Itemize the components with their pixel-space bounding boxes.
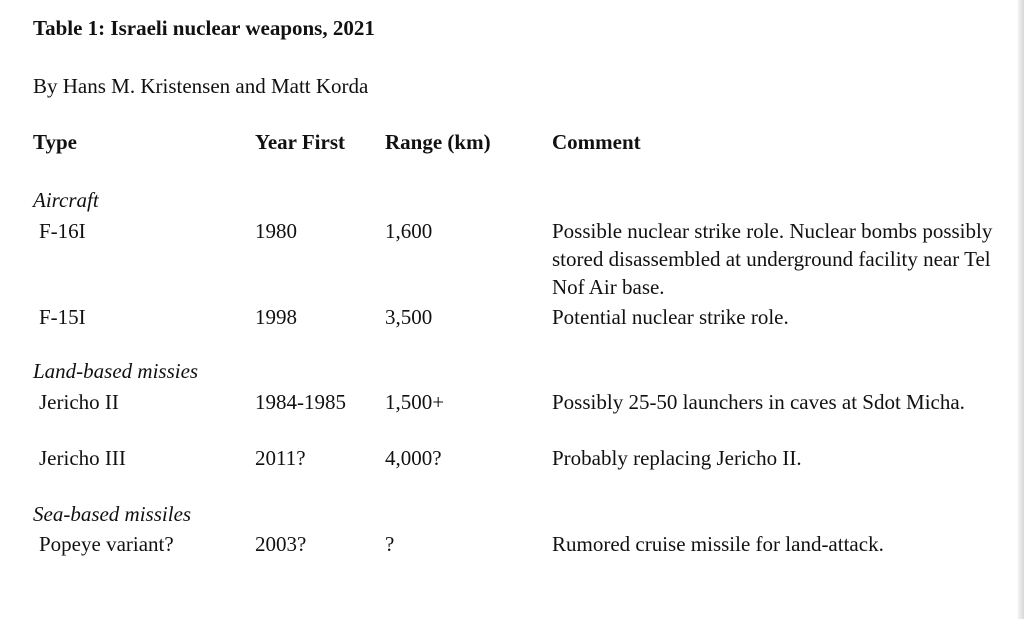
- cell-year: 2003?: [255, 532, 307, 556]
- header-range: Range (km): [385, 130, 491, 154]
- cell-type: F-16I: [39, 219, 86, 243]
- cell-comment: Possible nuclear strike role. Nuclear bombs possibly stored disassembled at underground facility near Tel Nof Air base.: [552, 219, 993, 299]
- cell-comment: Potential nuclear strike role.: [552, 305, 789, 329]
- cell-range: ?: [385, 532, 395, 556]
- cell-range: 1,600: [385, 219, 433, 243]
- cell-type: Popeye variant?: [39, 532, 174, 556]
- header-type: Type: [33, 130, 77, 154]
- section-sea-based: Sea-based missiles: [33, 502, 192, 526]
- cell-range: 3,500: [385, 305, 433, 329]
- cell-comment: Probably replacing Jericho II.: [552, 446, 802, 470]
- header-comment: Comment: [552, 130, 641, 154]
- cell-range: 1,500+: [385, 390, 445, 414]
- section-aircraft: Aircraft: [33, 188, 99, 212]
- cell-type: Jericho II: [39, 390, 119, 414]
- cell-year: 1980: [255, 219, 297, 243]
- cell-range: 4,000?: [385, 446, 442, 470]
- page-edge-shadow: [1018, 0, 1024, 619]
- cell-year: 1984-1985: [255, 390, 346, 414]
- section-land-based: Land-based missies: [33, 359, 199, 383]
- cell-type: F-15I: [39, 305, 86, 329]
- byline: By Hans M. Kristensen and Matt Korda: [33, 74, 369, 98]
- cell-year: 2011?: [255, 446, 306, 470]
- cell-year: 1998: [255, 305, 297, 329]
- table-title: Table 1: Israeli nuclear weapons, 2021: [33, 16, 375, 40]
- cell-comment: Rumored cruise missile for land-attack.: [552, 532, 884, 556]
- cell-comment: Possibly 25-50 launchers in caves at Sdot Micha.: [552, 390, 965, 414]
- header-year-first: Year First: [255, 130, 345, 154]
- cell-type: Jericho III: [39, 446, 126, 470]
